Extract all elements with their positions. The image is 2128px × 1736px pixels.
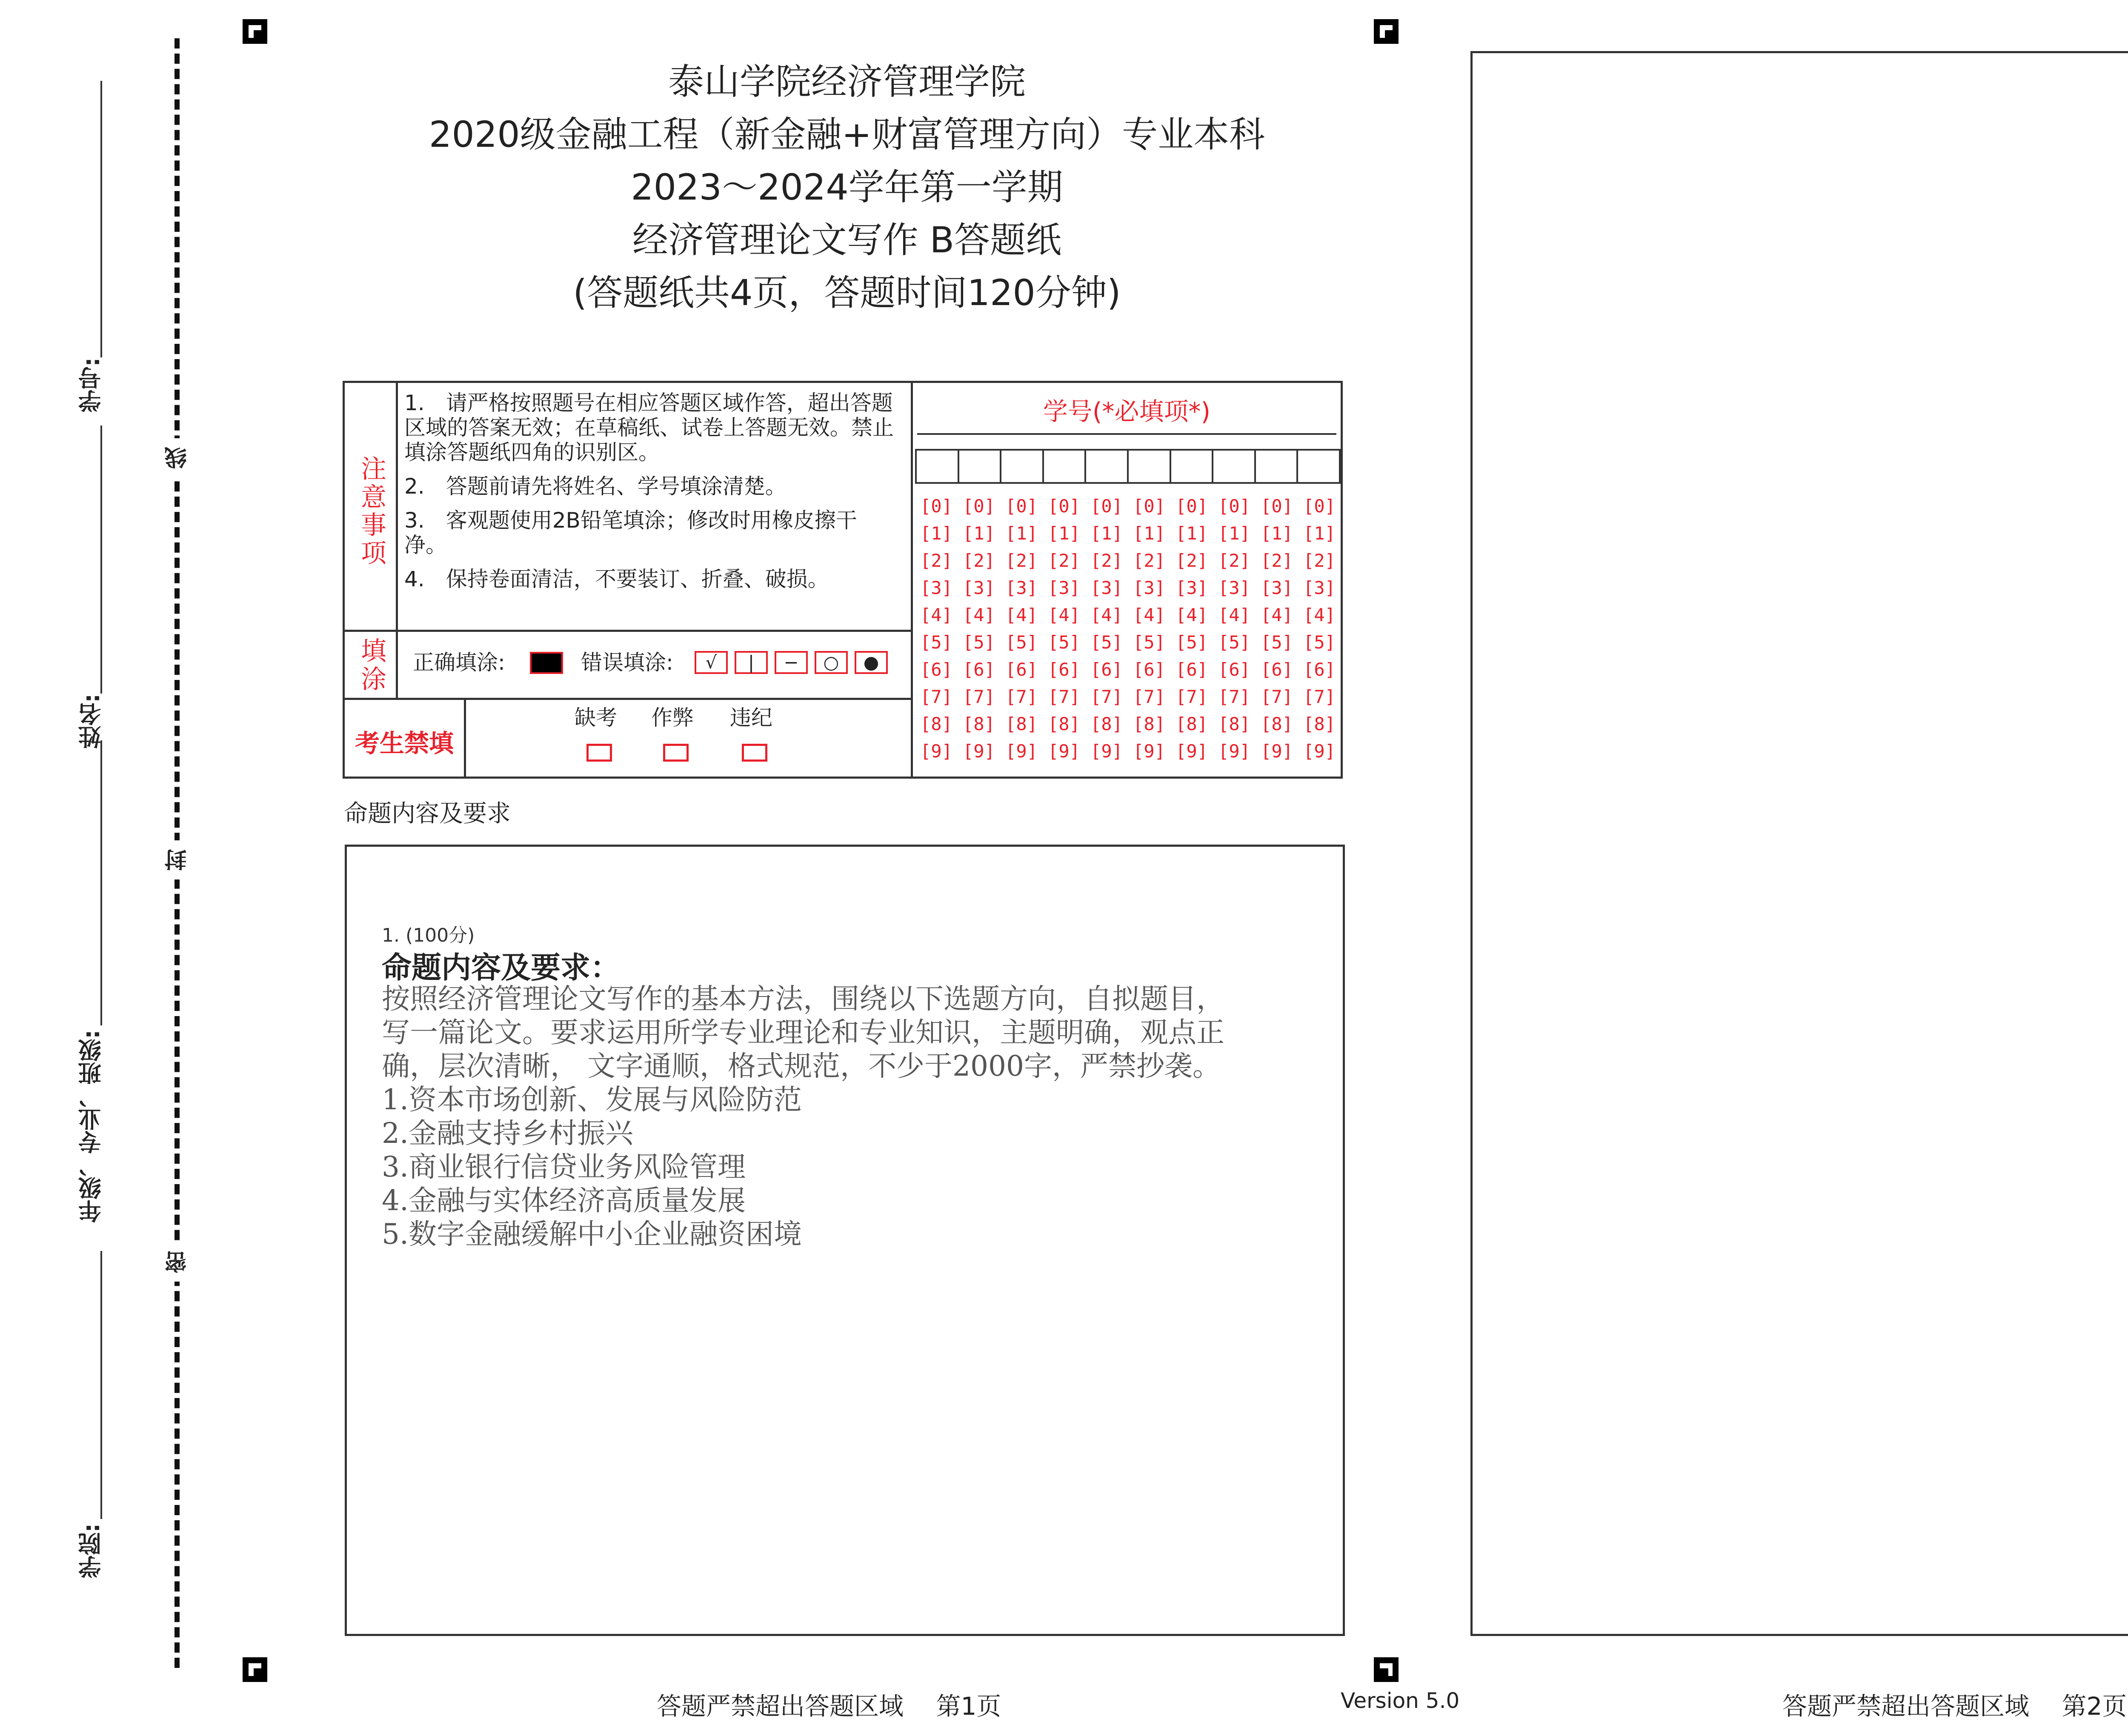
digit-bubble[interactable]: [0] (963, 496, 995, 517)
answer-area-page1[interactable] (345, 845, 1345, 1636)
id-box-1[interactable] (915, 449, 959, 484)
info-table (343, 381, 1343, 779)
fill-wrong-label: 错误填涂: (581, 650, 673, 675)
digit-bubble[interactable]: [9] (1048, 741, 1080, 762)
question-line-3: 确，层次清晰， 文字通顺，格式规范，不少于2000字，严禁抄袭。 (382, 1050, 1221, 1082)
digit-bubble[interactable]: [9] (1303, 741, 1336, 762)
digit-bubble[interactable]: [1] (1133, 523, 1165, 544)
answer-area-page2[interactable] (1470, 51, 2128, 1636)
digit-bubble[interactable]: [9] (1133, 741, 1165, 762)
digit-bubble[interactable]: [0] (1176, 496, 1208, 517)
header-school: 泰山学院经济管理学院 (668, 61, 1026, 103)
digit-bubble[interactable]: [3] (1133, 577, 1165, 598)
digit-bubble[interactable]: [1] (1303, 523, 1336, 544)
digit-bubble[interactable]: [1] (1005, 523, 1038, 544)
cheat-checkbox[interactable] (663, 744, 689, 762)
digit-bubble[interactable]: [5] (1133, 632, 1165, 653)
class-field-label: 年级、专业、班级: (78, 1030, 105, 1223)
digit-bubble[interactable]: [3] (1261, 577, 1293, 598)
digit-bubble[interactable]: [5] (1048, 632, 1080, 653)
divider-notice-bottom (345, 630, 911, 632)
digit-column-6 (1128, 493, 1170, 765)
digit-bubble[interactable]: [8] (1005, 714, 1038, 734)
digit-bubble[interactable]: [3] (963, 577, 995, 598)
digit-bubble[interactable]: [2] (1261, 550, 1293, 571)
digit-bubble[interactable]: [7] (1133, 686, 1165, 707)
section-title: 命题内容及要求 (344, 800, 511, 828)
digit-bubble[interactable]: [1] (1218, 523, 1250, 544)
digit-column-3 (1000, 493, 1043, 765)
college-field-line[interactable] (100, 1251, 102, 1519)
digit-bubble[interactable]: [7] (1261, 686, 1293, 707)
notice-item-4: 4. 保持卷面清洁，不要装订、折叠、破损。 (404, 567, 829, 591)
digit-bubble[interactable]: [8] (1090, 714, 1123, 734)
digit-bubble[interactable]: [8] (1048, 714, 1080, 734)
digit-column-7 (1170, 493, 1213, 765)
class-field-line[interactable] (100, 740, 102, 1025)
digit-bubble[interactable]: [9] (1218, 741, 1250, 762)
corner-mark-top-middle (1374, 19, 1399, 44)
digit-bubble[interactable]: [6] (920, 659, 952, 680)
wrong-mark-circle: ○ (815, 651, 848, 674)
digit-bubble[interactable]: [3] (1218, 577, 1250, 598)
digit-bubble[interactable]: [2] (1090, 550, 1123, 571)
digit-bubble[interactable]: [2] (1218, 550, 1250, 571)
digit-bubble[interactable]: [9] (1261, 741, 1293, 762)
digit-bubble[interactable]: [3] (1303, 577, 1336, 598)
header-major: 2020级金融工程（新金融+财富管理方向）专业本科 (429, 114, 1265, 155)
violation-label: 违纪 (730, 705, 772, 730)
digit-bubble[interactable]: [7] (1303, 686, 1336, 707)
student-id-digit-grid (915, 493, 1341, 769)
digit-bubble[interactable]: [3] (1048, 577, 1080, 598)
wrong-mark-bar: | (735, 651, 768, 674)
id-box-10[interactable] (1296, 449, 1341, 484)
digit-bubble[interactable]: [0] (1048, 496, 1080, 517)
seal-word-secret: 密 (164, 1242, 192, 1282)
topic-line-1: 1.资本市场创新、发展与风险防范 (382, 1083, 802, 1116)
question-heading: 命题内容及要求： (382, 950, 620, 985)
digit-bubble[interactable]: [0] (1005, 496, 1038, 517)
digit-bubble[interactable]: [1] (1048, 523, 1080, 544)
digit-bubble[interactable]: [6] (1090, 659, 1123, 680)
id-box-9[interactable] (1254, 449, 1299, 484)
violation-checkbox[interactable] (742, 744, 767, 762)
seal-word-seal: 封 (164, 840, 192, 879)
student-id-title: 学号(*必填项*) (1043, 397, 1211, 426)
digit-bubble[interactable]: [5] (1261, 632, 1293, 653)
divider-forbid-col (464, 698, 466, 779)
digit-bubble[interactable]: [6] (1303, 659, 1336, 680)
digit-bubble[interactable]: [2] (1133, 550, 1165, 571)
digit-bubble[interactable]: [8] (920, 714, 952, 734)
exam-header (345, 55, 1349, 319)
wrong-mark-check: √ (695, 651, 728, 674)
digit-bubble[interactable]: [7] (1218, 686, 1250, 707)
digit-bubble[interactable]: [6] (1005, 659, 1038, 680)
digit-bubble[interactable]: [8] (1176, 714, 1208, 734)
digit-bubble[interactable]: [0] (920, 496, 952, 517)
name-field-line[interactable] (100, 425, 102, 694)
digit-bubble[interactable]: [4] (963, 605, 995, 625)
digit-bubble[interactable]: [7] (1176, 686, 1208, 707)
footer-page2: 答题严禁超出答题区域 第2页 (1782, 1692, 2127, 1721)
digit-bubble[interactable]: [3] (1176, 577, 1208, 598)
digit-bubble[interactable]: [5] (1218, 632, 1250, 653)
digit-bubble[interactable]: [5] (1005, 632, 1038, 653)
question-number: 1. (100分) (382, 925, 475, 946)
id-box-6[interactable] (1127, 449, 1171, 484)
digit-bubble[interactable]: [8] (1133, 714, 1165, 734)
digit-bubble[interactable]: [4] (1176, 605, 1208, 625)
digit-bubble[interactable]: [2] (1048, 550, 1080, 571)
digit-bubble[interactable]: [7] (920, 686, 952, 707)
notice-item-1: 1. 请严格按照题号在相应答题区域作答，超出答题区域的答案无效；在草稿纸、试卷上答题无效。禁止填涂答题纸四角的识别区。 (404, 391, 894, 465)
student-id-boxes (915, 449, 1341, 484)
digit-bubble[interactable]: [7] (1090, 686, 1123, 707)
digit-bubble[interactable]: [5] (963, 632, 995, 653)
digit-bubble[interactable]: [2] (920, 550, 952, 571)
digit-bubble[interactable]: [6] (1133, 659, 1165, 680)
divider-vertical-main (911, 383, 913, 777)
digit-bubble[interactable]: [3] (1005, 577, 1038, 598)
digit-column-4 (1043, 493, 1085, 765)
id-box-2[interactable] (958, 449, 1002, 484)
digit-bubble[interactable]: [4] (920, 605, 952, 625)
college-field-label: 学院: (78, 1523, 105, 1579)
digit-bubble[interactable]: [7] (1048, 686, 1080, 707)
digit-bubble[interactable]: [5] (1090, 632, 1123, 653)
student-id-title-rule (917, 433, 1336, 435)
header-term: 2023～2024学年第一学期 (631, 166, 1063, 208)
digit-bubble[interactable]: [4] (1090, 605, 1123, 625)
digit-bubble[interactable]: [4] (1218, 605, 1250, 625)
student-id-field-label: 学号: (78, 357, 105, 413)
digit-bubble[interactable]: [7] (963, 686, 995, 707)
digit-bubble[interactable]: [6] (1261, 659, 1293, 680)
header-course: 经济管理论文写作 B答题纸 (632, 219, 1062, 261)
digit-bubble[interactable]: [9] (963, 741, 995, 762)
footer-version: Version 5.0 (1341, 1688, 1460, 1713)
digit-bubble[interactable]: [9] (920, 741, 952, 762)
topic-line-3: 3.商业银行信贷业务风险管理 (382, 1151, 746, 1183)
digit-bubble[interactable]: [4] (1261, 605, 1293, 625)
digit-column-8 (1213, 493, 1256, 765)
fill-label: 填涂 (361, 637, 386, 694)
digit-bubble[interactable]: [0] (1303, 496, 1336, 517)
id-box-8[interactable] (1212, 449, 1256, 484)
digit-column-10 (1298, 493, 1341, 765)
fill-correct-sample (530, 652, 563, 674)
digit-bubble[interactable]: [3] (1090, 577, 1123, 598)
digit-bubble[interactable]: [1] (1261, 523, 1293, 544)
digit-bubble[interactable]: [6] (1048, 659, 1080, 680)
question-body (382, 982, 1224, 1251)
digit-bubble[interactable]: [2] (1005, 550, 1038, 571)
digit-bubble[interactable]: [1] (963, 523, 995, 544)
digit-bubble[interactable]: [4] (1303, 605, 1336, 625)
digit-bubble[interactable]: [0] (1261, 496, 1293, 517)
digit-bubble[interactable]: [5] (1303, 632, 1336, 653)
digit-column-1 (915, 493, 958, 765)
absent-label: 缺考 (575, 705, 617, 730)
digit-bubble[interactable]: [6] (1218, 659, 1250, 680)
name-field-label: 姓名: (78, 694, 105, 749)
id-box-7[interactable] (1170, 449, 1214, 484)
wrong-mark-dot: ● (855, 651, 888, 674)
fill-correct-label: 正确填涂: (413, 650, 505, 675)
wrong-mark-dash: − (775, 651, 808, 674)
digit-bubble[interactable]: [4] (1005, 605, 1038, 625)
digit-bubble[interactable]: [2] (1176, 550, 1208, 571)
digit-column-5 (1085, 493, 1128, 765)
digit-bubble[interactable]: [8] (1303, 714, 1336, 734)
digit-bubble[interactable]: [2] (1303, 550, 1336, 571)
digit-bubble[interactable]: [4] (1133, 605, 1165, 625)
fill-wrong-marks (695, 651, 890, 676)
absent-checkbox[interactable] (586, 744, 612, 762)
digit-bubble[interactable]: [0] (1090, 496, 1123, 517)
digit-bubble[interactable]: [1] (920, 523, 952, 544)
digit-column-9 (1256, 493, 1298, 765)
notice-list (404, 391, 898, 591)
digit-bubble[interactable]: [1] (1176, 523, 1208, 544)
corner-mark-bottom-left (243, 1657, 267, 1682)
topic-line-4: 4.金融与实体经济高质量发展 (382, 1184, 746, 1217)
id-box-5[interactable] (1084, 449, 1129, 484)
digit-bubble[interactable]: [7] (1005, 686, 1038, 707)
digit-bubble[interactable]: [0] (1133, 496, 1165, 517)
digit-bubble[interactable]: [1] (1090, 523, 1123, 544)
question-line-2: 写一篇论文。要求运用所学专业理论和专业知识，主题明确，观点正 (382, 1016, 1224, 1049)
digit-bubble[interactable]: [6] (963, 659, 995, 680)
notice-item-3: 3. 客观题使用2B铅笔填涂；修改时用橡皮擦干净。 (404, 508, 857, 557)
question-line-1: 按照经济管理论文写作的基本方法，围绕以下选题方向，自拟题目， (382, 982, 1224, 1015)
exam-forbid-label: 考生禁填 (355, 729, 454, 758)
topic-line-5: 5.数字金融缓解中小企业融资困境 (382, 1218, 802, 1251)
digit-bubble[interactable]: [3] (920, 577, 952, 598)
divider-label-col (396, 383, 398, 698)
header-note: (答题纸共4页，答题时间120分钟) (573, 272, 1121, 314)
corner-mark-top-left (243, 19, 267, 44)
divider-fill-bottom (345, 698, 911, 700)
digit-bubble[interactable]: [9] (1176, 741, 1208, 762)
digit-bubble[interactable]: [5] (920, 632, 952, 653)
digit-bubble[interactable]: [9] (1090, 741, 1123, 762)
digit-bubble[interactable]: [6] (1176, 659, 1208, 680)
digit-bubble[interactable]: [8] (963, 714, 995, 734)
notice-item-2: 2. 答题前请先将姓名、学号填涂清楚。 (404, 474, 787, 499)
id-box-3[interactable] (1000, 449, 1044, 484)
id-box-4[interactable] (1042, 449, 1087, 484)
digit-bubble[interactable]: [8] (1261, 714, 1293, 734)
digit-bubble[interactable]: [2] (963, 550, 995, 571)
seal-word-line: 线 (164, 438, 192, 477)
digit-bubble[interactable]: [5] (1176, 632, 1208, 653)
digit-bubble[interactable]: [8] (1218, 714, 1250, 734)
cheat-label: 作弊 (651, 705, 694, 730)
digit-bubble[interactable]: [0] (1218, 496, 1250, 517)
topic-line-2: 2.金融支持乡村振兴 (382, 1117, 633, 1150)
digit-column-2 (958, 493, 1000, 765)
digit-bubble[interactable]: [9] (1005, 741, 1038, 762)
corner-mark-bottom-middle (1374, 1657, 1399, 1682)
footer-page1: 答题严禁超出答题区域 第1页 (657, 1692, 1001, 1721)
digit-bubble[interactable]: [4] (1048, 605, 1080, 625)
notice-label: 注意事项 (361, 454, 386, 568)
student-id-field-line[interactable] (100, 81, 102, 357)
